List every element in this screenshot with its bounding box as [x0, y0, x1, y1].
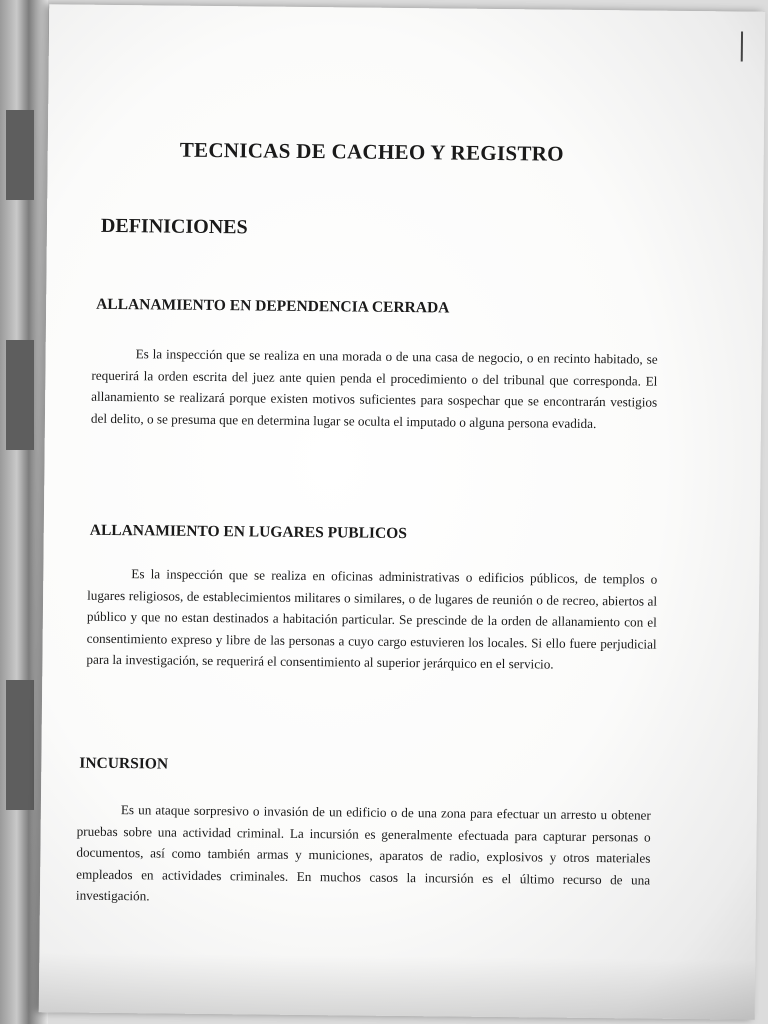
paragraph-allanamiento-dependencia-cerrada: Es la inspección que se realiza en una morada o de una casa de negocio, o en recinto habitado, se requerirá la orden escrita del juez ante quien penda el procedimiento o del tribunal que corresponda. El allanamiento se realizará porque existen motivos suficientes para sospechar que se encontrarán vestigios del delito, o se presuma que en determina lugar se oculta el imputado o alguna persona evadida.: [90, 346, 658, 431]
binding-shadow: [6, 110, 34, 200]
heading-allanamiento-dependencia-cerrada: ALLANAMIENTO EN DEPENDENCIA CERRADA: [96, 295, 450, 317]
page-bottom-shadow: [39, 952, 756, 1019]
document-title: TECNICAS DE CACHEO Y REGISTRO: [179, 137, 564, 166]
page-edge-mark: [741, 32, 743, 62]
binding-shadow: [6, 680, 34, 810]
heading-incursion: INCURSION: [79, 754, 169, 773]
paragraph-incursion: Es un ataque sorpresivo o invasión de un edificio o de una zona para efectuar un arresto u obtener pruebas sobre una actividad criminal. La incursión es generalmente efectuada para capturar personas o documentos, así como también armas y municiones, aparatos de radio, explosivos y otros materiales empleados en actividades criminales. En muchos casos la incursión es el último recurso de una investigación.: [75, 802, 651, 904]
heading-allanamiento-lugares-publicos: ALLANAMIENTO EN LUGARES PUBLICOS: [89, 521, 407, 543]
paragraph-allanamiento-lugares-publicos: Es la inspección que se realiza en oficinas administrativas o edificios públicos, de templos o lugares religiosos, de establecimientos militares o similares, o de lugares de reunión o de recreo, abiertos al público y que no estan destinados a habitación particular. Se prescinde de la orden de allanamiento con el consentimiento expreso y libre de las personas a cuyo cargo estuvieren los locales. Si ello fuere perjudicial para la investigación, se requerirá el consentimiento al superior jerárquico en el servicio.: [86, 566, 658, 672]
binding-shadow: [6, 340, 34, 450]
document-page: [39, 4, 766, 1019]
section-heading: DEFINICIONES: [100, 214, 248, 239]
